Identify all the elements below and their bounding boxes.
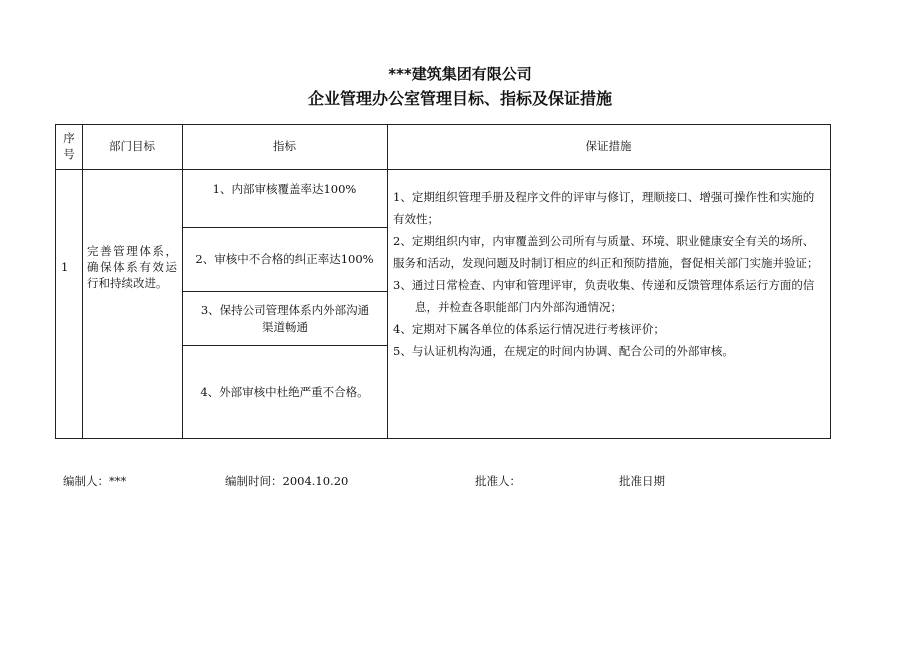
measure-4: 4、定期对下属各单位的体系运行情况进行考核评价； <box>393 322 665 336</box>
row-seq: 1 <box>61 260 69 274</box>
prepared-date: 编制时间：2004.10.20 <box>225 474 349 488</box>
approval-date: 批准日期 <box>619 474 665 488</box>
department-goal: 完善管理体系，确保体系有效运行和持续改进。 <box>87 244 177 291</box>
assurance-measures <box>393 186 825 362</box>
indicator-1: 1、内部审核覆盖率达100% <box>212 182 357 197</box>
indicator-4: 4、外部审核中杜绝严重不合格。 <box>200 385 369 400</box>
header-measures: 保证措施 <box>585 139 632 154</box>
measure-2: 2、定期组织内审，内审覆盖到公司所有与质量、环境、职业健康安全有关的场所、服务和活动，发现问题及时制订相应的纠正和预防措施，督促相关部门实施并验证； <box>393 234 819 270</box>
company-name: ***建筑集团有限公司 <box>388 65 532 83</box>
indicator-3: 3、保持公司管理体系内外部沟通渠道畅通 <box>200 302 370 334</box>
measure-3: 3、通过日常检查、内审和管理评审，负责收集、传递和反馈管理体系运行方面的信息，并检查各职能部门内外部沟通情况； <box>393 278 815 314</box>
header-seq: 序号 <box>63 131 75 161</box>
row-divider <box>56 169 830 170</box>
document-title: 企业管理办公室管理目标、指标及保证措施 <box>307 89 612 108</box>
measure-5: 5、与认证机构沟通，在规定的时间内协调、配合公司的外部审核。 <box>393 344 734 358</box>
header-goal: 部门目标 <box>109 139 155 154</box>
approver: 批准人： <box>475 474 521 488</box>
header-indicator: 指标 <box>273 139 296 154</box>
column-divider <box>387 125 388 438</box>
indicator-2: 2、审核中不合格的纠正率达100% <box>195 251 374 266</box>
column-divider <box>82 125 83 438</box>
preparer: 编制人：*** <box>63 474 127 488</box>
column-divider <box>182 125 183 438</box>
measure-1: 1、定期组织管理手册及程序文件的评审与修订，理顺接口、增强可操作性和实施的有效性； <box>393 190 815 226</box>
goals-table <box>55 124 831 439</box>
